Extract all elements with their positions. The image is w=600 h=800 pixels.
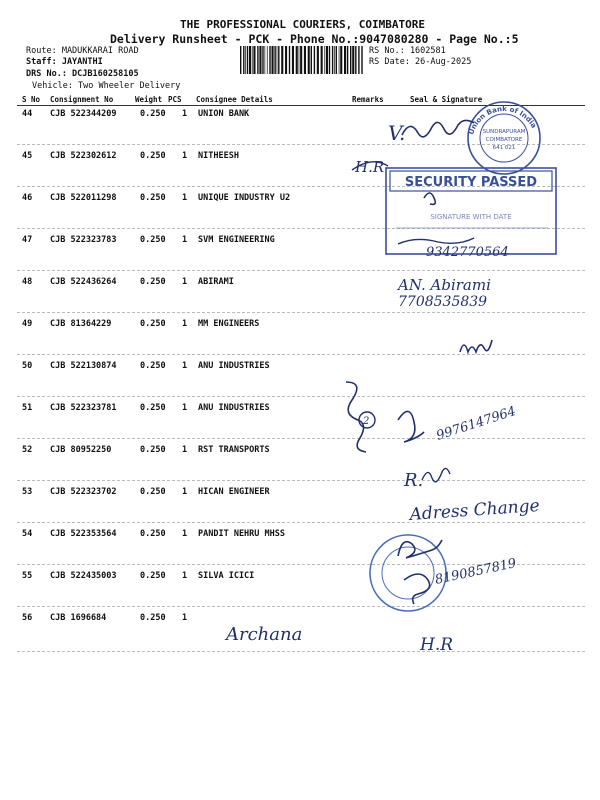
seal-city: COIMBATORE	[485, 137, 523, 143]
signature-row47	[398, 238, 474, 244]
runsheet-title: Delivery Runsheet - PCK - Phone No.:9047080280 - Page No.:5	[110, 32, 519, 46]
col-seal-signature: Seal & Signature	[410, 95, 483, 104]
row-consignee: UNION BANK	[198, 109, 250, 119]
row-consignment: CJB 522323783	[50, 235, 117, 245]
row-weight: 0.250	[140, 613, 166, 623]
row-pcs: 1	[182, 151, 188, 161]
row-consignment: CJB 522323702	[50, 487, 117, 497]
row-consignee: NITHEESH	[198, 151, 239, 161]
seal-arc-text: Union Bank of India	[467, 104, 538, 136]
row-consignment: CJB 522323781	[50, 403, 117, 413]
row-consignee: RST TRANSPORTS	[198, 445, 270, 455]
signature-row46	[424, 193, 435, 204]
row-pcs: 1	[182, 361, 188, 371]
company-title: THE PROFESSIONAL COURIERS, COIMBATORE	[180, 18, 426, 31]
row-consignment: CJB 522436264	[50, 277, 117, 287]
col-consignee: Consignee Details	[196, 95, 273, 104]
row-consignment: CJB 81364229	[50, 319, 112, 329]
row-consignment: CJB 522435003	[50, 571, 117, 581]
row-consignment: CJB 1696684	[50, 613, 107, 623]
phone-row51: 9976147964	[434, 403, 518, 444]
col-sno: S No	[22, 95, 41, 104]
row-sno: 49	[22, 319, 33, 329]
row-sno: 48	[22, 277, 33, 287]
route-text: Route: MADUKKARAI ROAD	[26, 46, 139, 56]
row-sno: 51	[22, 403, 33, 413]
handwritten-initial: V.	[388, 121, 406, 145]
handwritten-name-row56: Archana	[226, 624, 303, 645]
col-remarks: Remarks	[352, 95, 384, 104]
handwritten-name-row48: AN. Abirami	[398, 276, 491, 294]
row-sno: 44	[22, 109, 33, 119]
row-pcs: 1	[182, 487, 188, 497]
seal-branch: SUNDRAPURAM	[482, 129, 526, 135]
row-weight: 0.250	[140, 403, 166, 413]
circled-number-text: 2	[363, 416, 370, 427]
phone-row47: 9342770564	[426, 245, 509, 260]
row-pcs: 1	[182, 109, 188, 119]
phone-row48: 7708535839	[398, 294, 488, 310]
row-consignee: ANU INDUSTRIES	[198, 361, 270, 371]
row-consignment: CJB 80952250	[50, 445, 112, 455]
row-weight: 0.250	[140, 109, 166, 119]
rs-number: RS No.: 1602581	[369, 46, 446, 56]
signature-row51	[398, 411, 424, 442]
row-weight: 0.250	[140, 571, 166, 581]
drs-number: DRS No.: DCJB160258105	[26, 69, 139, 79]
row-pcs: 1	[182, 277, 188, 287]
handwritten-r-row52: R.	[404, 470, 424, 491]
signature-row55	[404, 574, 430, 604]
row-pcs: 1	[182, 445, 188, 455]
row-pcs: 1	[182, 529, 188, 539]
row-sno: 52	[22, 445, 33, 455]
row-consignee: ANU INDUSTRIES	[198, 403, 270, 413]
row-weight: 0.250	[140, 319, 166, 329]
signature-row44	[402, 120, 474, 136]
row-sno: 56	[22, 613, 33, 623]
seal-pin: 641 021	[492, 145, 516, 151]
handwritten-hr-top: H.R	[355, 158, 385, 176]
col-consignment: Consignment No	[50, 95, 114, 104]
signature-row52	[422, 468, 450, 481]
row-pcs: 1	[182, 193, 188, 203]
col-pcs: PCS	[168, 95, 182, 104]
row-weight: 0.250	[140, 361, 166, 371]
row-weight: 0.250	[140, 445, 166, 455]
row-consignee: PANDIT NEHRU MHSS	[198, 529, 285, 539]
row-weight: 0.250	[140, 235, 166, 245]
row-weight: 0.250	[140, 487, 166, 497]
row-pcs: 1	[182, 235, 188, 245]
row-pcs: 1	[182, 319, 188, 329]
row-consignee: MM ENGINEERS	[198, 319, 260, 329]
signature-row54	[398, 540, 442, 558]
security-stamp-subtitle: SIGNATURE WITH DATE	[430, 213, 512, 221]
row-weight: 0.250	[140, 529, 166, 539]
row-consignee: HICAN ENGINEER	[198, 487, 270, 497]
col-weight: Weight	[135, 95, 163, 104]
row-consignee: SILVA ICICI	[198, 571, 255, 581]
row-pcs: 1	[182, 571, 188, 581]
row-consignment: CJB 522011298	[50, 193, 117, 203]
row-sno: 47	[22, 235, 33, 245]
row-consignment: CJB 522130874	[50, 361, 117, 371]
row-sno: 46	[22, 193, 33, 203]
signature-row49	[460, 340, 492, 352]
row-weight: 0.250	[140, 193, 166, 203]
row-consignment: CJB 522344209	[50, 109, 117, 119]
rs-date: RS Date: 26-Aug-2025	[369, 57, 472, 67]
row-pcs: 1	[182, 403, 188, 413]
row-sno: 55	[22, 571, 33, 581]
security-passed-stamp	[386, 168, 556, 254]
handwritten-address-change: Adress Change	[408, 495, 541, 525]
row-sno: 53	[22, 487, 33, 497]
row-sno: 50	[22, 361, 33, 371]
row-sno: 45	[22, 151, 33, 161]
row-consignment: CJB 522353564	[50, 529, 117, 539]
phone-row55: 8190857819	[433, 556, 518, 588]
staff-text: Staff: JAYANTHI	[26, 57, 103, 67]
row-weight: 0.250	[140, 277, 166, 287]
row-weight: 0.250	[140, 151, 166, 161]
row-consignment: CJB 522302612	[50, 151, 117, 161]
row-consignee: UNIQUE INDUSTRY U2	[198, 193, 291, 203]
handwritten-hr-bottom: H.R	[420, 635, 454, 655]
union-bank-seal	[467, 102, 540, 174]
row-sno: 54	[22, 529, 33, 539]
security-stamp-title: SECURITY PASSED	[404, 175, 538, 190]
vehicle-text: Vehicle: Two Wheeler Delivery	[32, 81, 181, 91]
row-pcs: 1	[182, 613, 188, 623]
row-consignee: SVM ENGINEERING	[198, 235, 275, 245]
row-consignee: ABIRAMI	[198, 277, 234, 287]
